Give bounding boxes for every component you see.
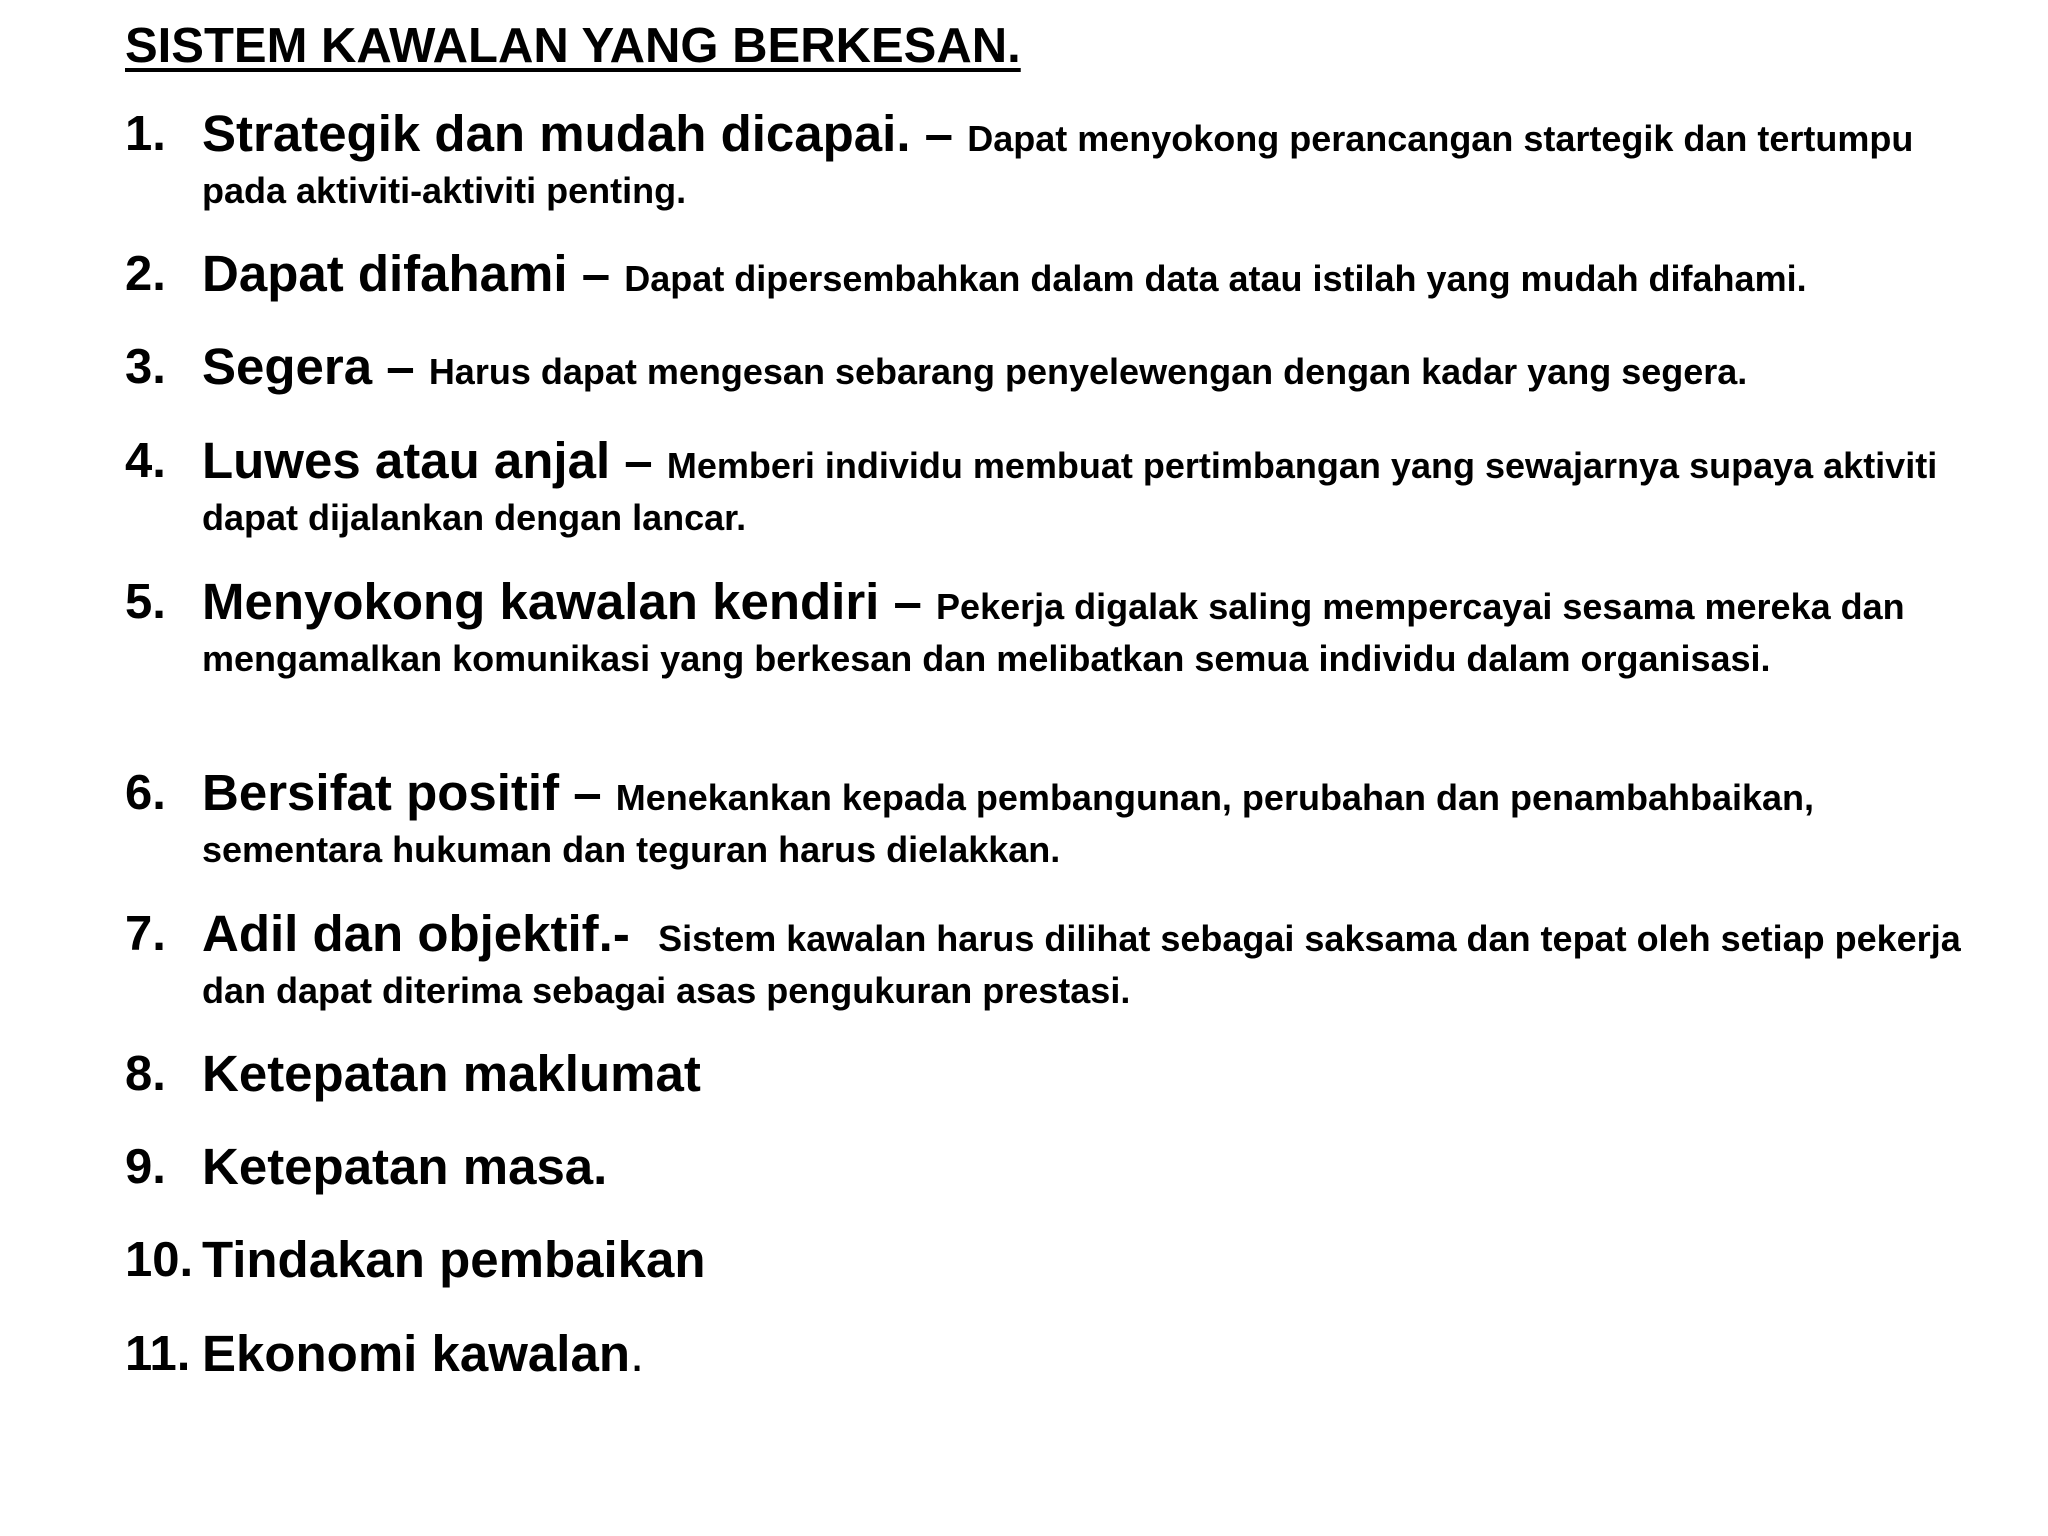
item-description: Pekerja digalak saling mempercayai sesama mereka dan mengamalkan komunikasi yang berkesan dan melibatkan semua individu dalam organisasi.: [202, 586, 1905, 679]
item-number: 10.: [125, 1233, 194, 1287]
list-item: [125, 1135, 1975, 1199]
item-separator: –: [559, 764, 616, 821]
list-item: [125, 335, 1975, 399]
item-number: 7.: [125, 907, 166, 961]
item-heading: Ketepatan masa.: [202, 1138, 608, 1195]
item-number: 3.: [125, 340, 166, 394]
list-item: [125, 1228, 1975, 1292]
item-separator: –: [879, 573, 937, 630]
item-trailing-period: .: [629, 1325, 645, 1382]
item-number: 4.: [125, 434, 166, 488]
list-item: [125, 570, 1975, 684]
item-separator: –: [372, 338, 429, 395]
list-item: [125, 102, 1975, 216]
item-heading: Strategik dan mudah dicapai.: [202, 105, 911, 162]
item-description: Memberi individu membuat pertimbangan yang sewajarnya supaya aktiviti dapat dijalankan dengan lancar.: [202, 445, 1938, 538]
item-heading: Ekonomi kawalan: [202, 1325, 630, 1382]
item-separator: –: [610, 432, 667, 489]
item-number: 11.: [125, 1327, 191, 1381]
item-description: Harus dapat mengesan sebarang penyelewengan dengan kadar yang segera.: [428, 351, 1748, 392]
list-item: [125, 1322, 1975, 1386]
item-number: 6.: [125, 766, 166, 820]
item-separator: –: [910, 105, 968, 162]
item-description: Menekankan kepada pembangunan, perubahan dan penambahbaikan, sementara hukuman dan teguran harus dielakkan.: [202, 777, 1815, 870]
list-item: [125, 242, 1975, 306]
item-heading: Tindakan pembaikan: [202, 1231, 706, 1288]
item-description: Dapat menyokong perancangan startegik dan tertumpu pada aktiviti-aktiviti penting.: [202, 118, 1914, 211]
item-heading: Dapat difahami: [202, 245, 568, 302]
item-number: 2.: [125, 247, 166, 301]
list-item: [125, 902, 1975, 1016]
list-item: [125, 761, 1975, 875]
item-description: Dapat dipersembahkan dalam data atau istilah yang mudah difahami.: [624, 258, 1807, 299]
item-separator: [630, 905, 658, 962]
list-item: [125, 1042, 1975, 1106]
list-item: [125, 429, 1975, 543]
item-number: 8.: [125, 1047, 166, 1101]
item-heading: Adil dan objektif.-: [202, 905, 630, 962]
item-number: 1.: [125, 107, 166, 161]
item-number: 5.: [125, 575, 166, 629]
item-heading: Menyokong kawalan kendiri: [202, 573, 880, 630]
item-heading: Luwes atau anjal: [202, 432, 611, 489]
item-heading: Bersifat positif: [202, 764, 560, 821]
item-description: Sistem kawalan harus dilihat sebagai saksama dan tepat oleh setiap pekerja dan dapat diterima sebagai asas pengukuran prestasi.: [202, 918, 1961, 1011]
item-heading: Segera: [202, 338, 373, 395]
item-number: 9.: [125, 1140, 166, 1194]
item-heading: Ketepatan maklumat: [202, 1045, 701, 1102]
slide-title: SISTEM KAWALAN YANG BERKESAN.: [125, 19, 1021, 73]
item-separator: –: [567, 245, 625, 302]
